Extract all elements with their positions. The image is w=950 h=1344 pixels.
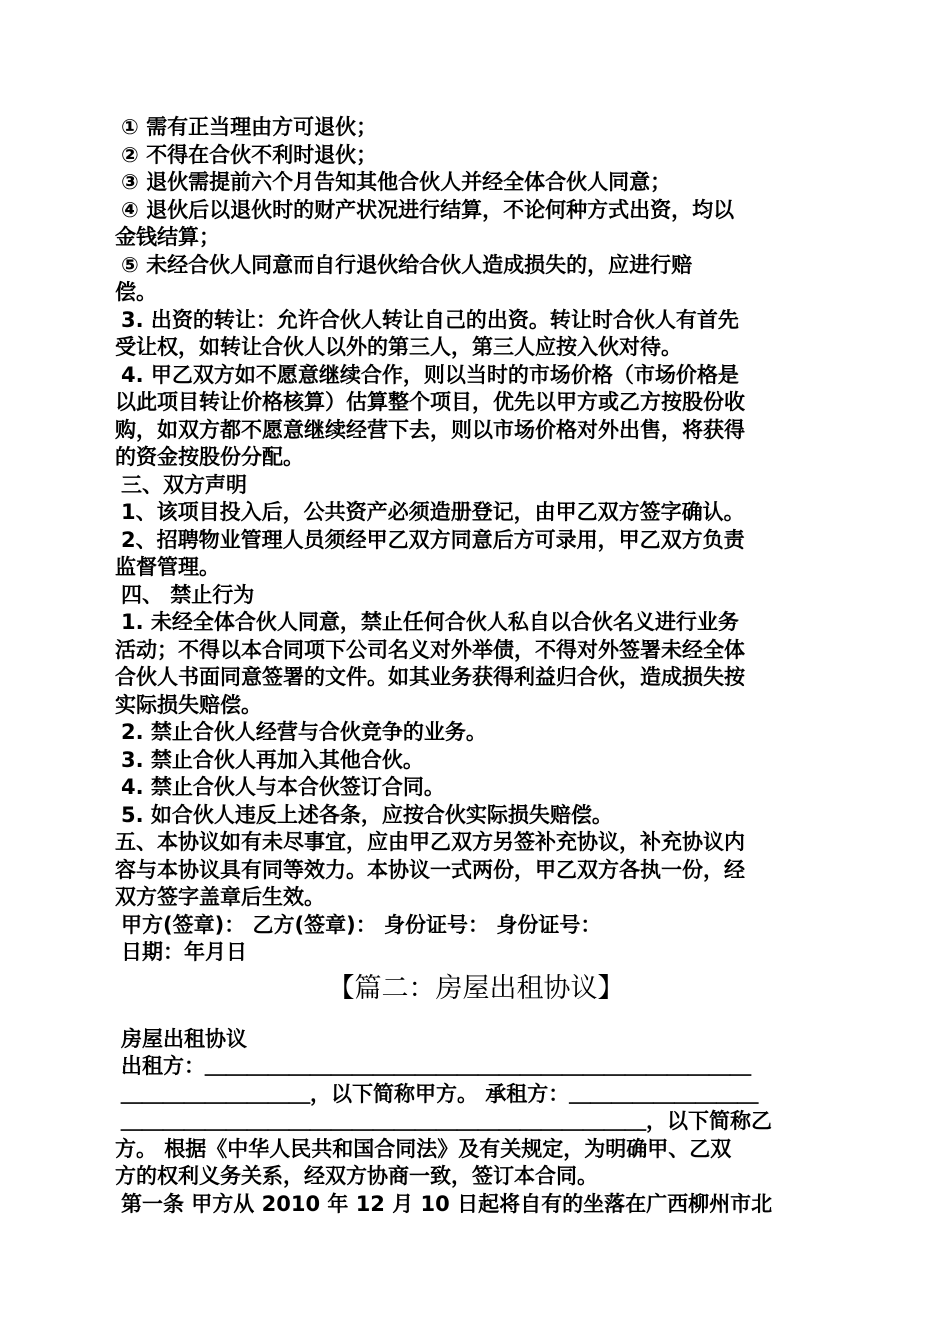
document-page	[115, 114, 837, 1218]
text-line: 受让权，如转让合伙人以外的第三人，第三人应按入伙对待。	[115, 335, 682, 359]
text-line: 4. 甲乙双方如不愿意继续合作，则以当时的市场价格（市场价格是	[121, 362, 739, 387]
text-line: ＿＿＿＿＿＿＿＿＿，以下简称甲方。 承租方：＿＿＿＿＿＿＿＿＿	[121, 1081, 759, 1106]
text-line: 出租方：＿＿＿＿＿＿＿＿＿＿＿＿＿＿＿＿＿＿＿＿＿＿＿＿＿＿	[121, 1054, 751, 1078]
signature-line: 甲方(签章)： 乙方(签章)： 身份证号： 身份证号：	[121, 912, 602, 937]
text-line: ② 不得在合伙不利时退伙；	[121, 142, 378, 167]
date-line: 日期：年月日	[121, 940, 247, 964]
text-line: 偿。	[115, 280, 157, 304]
text-line: 活动；不得以本合同项下公司名义对外举债，不得对外签署未经全体	[115, 637, 745, 662]
section-heading: 四、 禁止行为	[121, 582, 255, 607]
text-line: 五、本协议如有未尽事宜，应由甲乙双方另签补充协议，补充协议内	[115, 830, 745, 854]
text-line: 2. 禁止合伙人经营与合伙竞争的业务。	[121, 720, 487, 744]
text-line: 双方签字盖章后生效。	[115, 885, 325, 909]
text-line: 合伙人书面同意签署的文件。如其业务获得利益归合伙，造成损失按	[115, 665, 745, 689]
text-line: ④ 退伙后以退伙时的财产状况进行结算，不论何种方式出资，均以	[121, 197, 735, 222]
text-line: 的资金按股份分配。	[115, 445, 304, 469]
text-line: 5. 如合伙人违反上述各条，应按合伙实际损失赔偿。	[121, 802, 613, 827]
text-line: 1、该项目投入后，公共资产必须造册登记，由甲乙双方签字确认。	[121, 500, 745, 524]
section-title: 【篇二：房屋出租协议】	[327, 972, 625, 1004]
text-line: 方。 根据《中华人民共和国合同法》及有关规定，为明确甲、乙双	[115, 1136, 732, 1161]
text-line: 监督管理。	[115, 555, 220, 579]
text-line: ⑤ 未经合伙人同意而自行退伙给合伙人造成损失的，应进行赔	[121, 252, 693, 277]
text-line: 容与本协议具有同等效力。本协议一式两份，甲乙双方各执一份，经	[115, 857, 745, 882]
agreement-title: 房屋出租协议	[121, 1026, 247, 1051]
text-line: 1. 未经全体合伙人同意，禁止任何合伙人私自以合伙名义进行业务	[121, 610, 739, 634]
section-heading: 三、双方声明	[121, 472, 247, 497]
text-line: ＿＿＿＿＿＿＿＿＿＿＿＿＿＿＿＿＿＿＿＿＿＿＿＿＿，以下简称乙	[121, 1109, 772, 1133]
text-line: 3. 禁止合伙人再加入其他合伙。	[121, 747, 424, 772]
text-line: 以此项目转让价格核算）估算整个项目，优先以甲方或乙方按股份收	[115, 390, 745, 414]
text-line: 3. 出资的转让：允许合伙人转让自己的出资。转让时合伙人有首先	[121, 307, 739, 332]
text-line: 第一条 甲方从 2010 年 12 月 10 日起将自有的坐落在广西柳州市北	[121, 1191, 773, 1216]
text-line: 2、招聘物业管理人员须经甲乙双方同意后方可录用，甲乙双方负责	[121, 527, 745, 552]
text-line: 实际损失赔偿。	[115, 692, 262, 717]
text-line: 方的权利义务关系，经双方协商一致，签订本合同。	[115, 1164, 598, 1188]
text-line: 4. 禁止合伙人与本合伙签订合同。	[121, 775, 445, 799]
text-line: ① 需有正当理由方可退伙；	[121, 115, 378, 139]
text-line: 金钱结算；	[115, 225, 220, 249]
text-line: ③ 退伙需提前六个月告知其他合伙人并经全体合伙人同意；	[121, 170, 672, 194]
text-line: 购，如双方都不愿意继续经营下去，则以市场价格对外出售，将获得	[115, 417, 745, 442]
